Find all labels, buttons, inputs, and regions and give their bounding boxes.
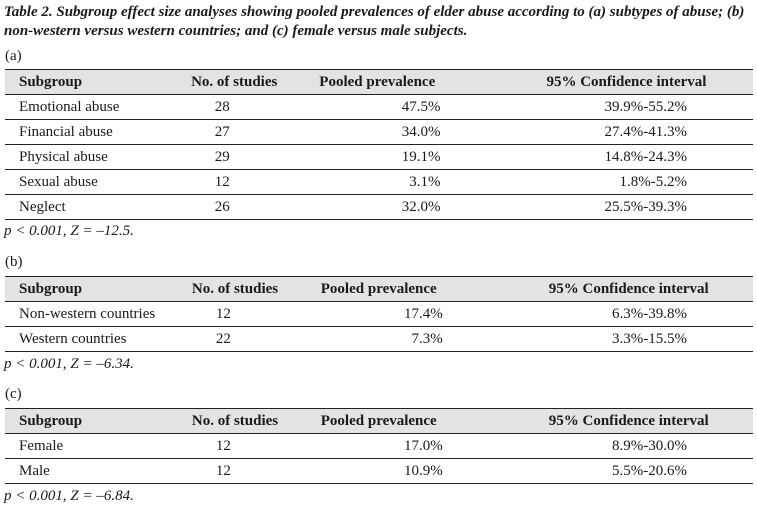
header-studies: No. of studies xyxy=(172,277,313,302)
cell-subgroup: Female xyxy=(5,434,172,459)
cell-studies: 29 xyxy=(171,145,311,170)
cell-ci: 25.5%-39.3% xyxy=(538,195,753,220)
section-c-stats: p < 0.001, Z = –6.84. xyxy=(4,488,134,504)
cell-studies: 22 xyxy=(172,327,313,352)
header-subgroup: Subgroup xyxy=(5,70,171,95)
table-b xyxy=(5,276,753,352)
cell-studies: 27 xyxy=(171,120,311,145)
header-subgroup: Subgroup xyxy=(5,277,172,302)
table-row xyxy=(5,145,753,170)
cell-ci: 8.9%-30.0% xyxy=(541,434,753,459)
table-c xyxy=(5,408,753,484)
table-row xyxy=(5,459,753,484)
table-row xyxy=(5,302,753,327)
section-b-stats: p < 0.001, Z = –6.34. xyxy=(4,356,134,372)
cell-ci: 3.3%-15.5% xyxy=(541,327,753,352)
cell-prevalence: 32.0% xyxy=(311,195,538,220)
cell-subgroup: Neglect xyxy=(5,195,171,220)
table-row xyxy=(5,195,753,220)
table-b-header-row xyxy=(5,277,753,302)
cell-subgroup: Emotional abuse xyxy=(5,95,171,120)
cell-subgroup: Male xyxy=(5,459,172,484)
table-row xyxy=(5,95,753,120)
header-prevalence: Pooled prevalence xyxy=(313,277,541,302)
cell-prevalence: 3.1% xyxy=(311,170,538,195)
section-b-label: (b) xyxy=(5,254,23,270)
cell-studies: 12 xyxy=(172,434,313,459)
table-a xyxy=(5,69,753,220)
cell-prevalence: 7.3% xyxy=(313,327,541,352)
cell-prevalence: 47.5% xyxy=(311,95,538,120)
cell-subgroup: Sexual abuse xyxy=(5,170,171,195)
header-ci: 95% Confidence interval xyxy=(541,409,753,434)
cell-prevalence: 19.1% xyxy=(311,145,538,170)
cell-studies: 26 xyxy=(171,195,311,220)
cell-prevalence: 10.9% xyxy=(313,459,541,484)
header-subgroup: Subgroup xyxy=(5,409,172,434)
cell-ci: 27.4%-41.3% xyxy=(538,120,753,145)
cell-studies: 12 xyxy=(172,459,313,484)
cell-studies: 12 xyxy=(171,170,311,195)
table-caption: Table 2. Subgroup effect size analyses showing pooled prevalences of elder abuse according to (a) subtypes of abuse; (b) non-western versus western countries; and (c) female versus male subjects. xyxy=(4,4,745,39)
table-row xyxy=(5,120,753,145)
table-a-header-row xyxy=(5,70,753,95)
table-row xyxy=(5,327,753,352)
cell-prevalence: 34.0% xyxy=(311,120,538,145)
cell-studies: 28 xyxy=(171,95,311,120)
cell-ci: 5.5%-20.6% xyxy=(541,459,753,484)
cell-ci: 14.8%-24.3% xyxy=(538,145,753,170)
header-ci: 95% Confidence interval xyxy=(541,277,753,302)
header-studies: No. of studies xyxy=(172,409,313,434)
cell-ci: 6.3%-39.8% xyxy=(541,302,753,327)
cell-ci: 1.8%-5.2% xyxy=(538,170,753,195)
cell-prevalence: 17.4% xyxy=(313,302,541,327)
cell-subgroup: Non-western countries xyxy=(5,302,172,327)
cell-subgroup: Financial abuse xyxy=(5,120,171,145)
section-a-stats: p < 0.001, Z = –12.5. xyxy=(4,223,134,239)
section-a-label: (a) xyxy=(5,48,22,64)
cell-subgroup: Western countries xyxy=(5,327,172,352)
cell-ci: 39.9%-55.2% xyxy=(538,95,753,120)
table-c-header-row xyxy=(5,409,753,434)
table-row xyxy=(5,170,753,195)
header-prevalence: Pooled prevalence xyxy=(313,409,541,434)
header-prevalence: Pooled prevalence xyxy=(311,70,538,95)
cell-subgroup: Physical abuse xyxy=(5,145,171,170)
table-row xyxy=(5,434,753,459)
cell-studies: 12 xyxy=(172,302,313,327)
header-ci: 95% Confidence interval xyxy=(538,70,753,95)
header-studies: No. of studies xyxy=(171,70,311,95)
section-c-label: (c) xyxy=(5,386,22,402)
cell-prevalence: 17.0% xyxy=(313,434,541,459)
